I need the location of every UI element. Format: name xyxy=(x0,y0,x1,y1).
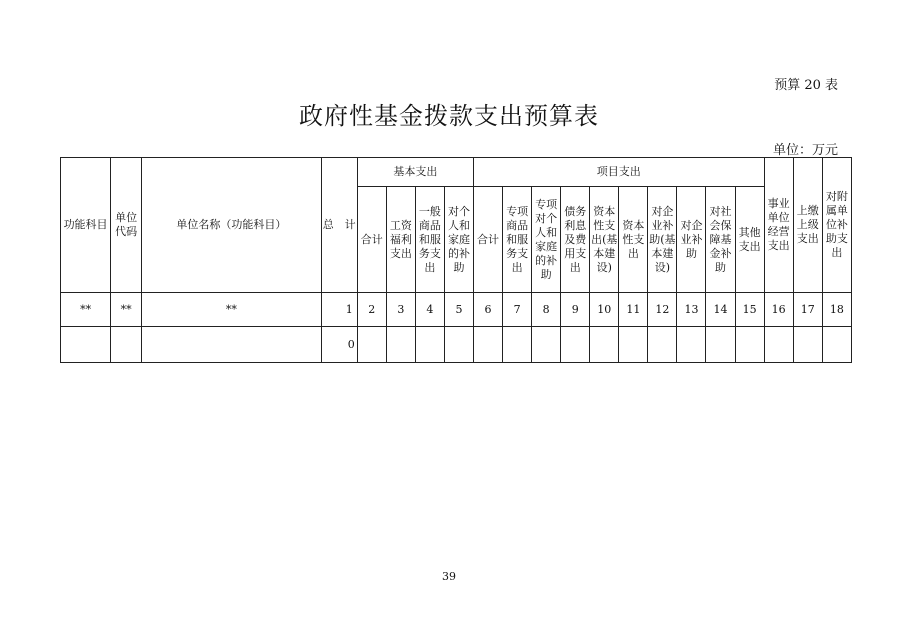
header-project-col: 对企业补助 xyxy=(677,187,706,293)
header-project-col: 对社会保障基金补助 xyxy=(706,187,735,293)
header-business-expense: 事业单位经营支出 xyxy=(764,158,793,293)
header-project-col: 资本性支出(基本建设) xyxy=(590,187,619,293)
header-upper-expense: 上缴上级支出 xyxy=(793,158,822,293)
header-project-col: 合计 xyxy=(473,187,502,293)
header-project-col: 资本性支出 xyxy=(619,187,648,293)
number-cell: 8 xyxy=(532,293,561,327)
total-value: 0 xyxy=(321,327,357,363)
data-cell xyxy=(677,327,706,363)
data-cell xyxy=(386,327,415,363)
number-cell: 12 xyxy=(648,293,677,327)
data-cell xyxy=(793,327,822,363)
header-project-col: 专项商品和服务支出 xyxy=(503,187,532,293)
number-cell: 10 xyxy=(590,293,619,327)
number-cell: 2 xyxy=(357,293,386,327)
number-cell: 16 xyxy=(764,293,793,327)
number-cell: 17 xyxy=(793,293,822,327)
number-cell: ** xyxy=(142,293,321,327)
number-cell: 11 xyxy=(619,293,648,327)
data-cell xyxy=(532,327,561,363)
budget-table xyxy=(60,157,852,363)
header-project-group: 项目支出 xyxy=(473,158,764,187)
data-cell xyxy=(561,327,590,363)
number-cell: ** xyxy=(61,293,111,327)
header-unit-name: 单位名称（功能科目） xyxy=(142,158,321,293)
number-cell: 1 xyxy=(321,293,357,327)
number-cell: 4 xyxy=(415,293,444,327)
page-title: 政府性基金拨款支出预算表 xyxy=(299,102,599,130)
table-row xyxy=(61,327,852,363)
number-cell: 6 xyxy=(473,293,502,327)
number-row xyxy=(61,293,852,327)
header-project-col: 其他支出 xyxy=(735,187,764,293)
header-basic-col: 一般商品和服务支出 xyxy=(415,187,444,293)
header-project-col: 债务利息及费用支出 xyxy=(561,187,590,293)
data-cell xyxy=(648,327,677,363)
number-cell: 5 xyxy=(444,293,473,327)
number-cell: 18 xyxy=(822,293,851,327)
data-cell xyxy=(142,327,321,363)
header-unit-code: 单位代码 xyxy=(111,158,142,293)
data-cell xyxy=(822,327,851,363)
number-cell: 15 xyxy=(735,293,764,327)
header-func-subject: 功能科目 xyxy=(61,158,111,293)
header-project-col: 对企业补助(基本建设) xyxy=(648,187,677,293)
data-cell xyxy=(706,327,735,363)
data-cell xyxy=(415,327,444,363)
number-cell: 7 xyxy=(503,293,532,327)
header-basic-col: 工资福利支出 xyxy=(386,187,415,293)
header-subsidy-expense: 对附属单位补助支出 xyxy=(822,158,851,293)
number-cell: 3 xyxy=(386,293,415,327)
header-basic-col: 对个人和家庭的补助 xyxy=(444,187,473,293)
header-total: 总 计 xyxy=(321,158,357,293)
data-cell xyxy=(444,327,473,363)
number-cell: 14 xyxy=(706,293,735,327)
data-cell xyxy=(735,327,764,363)
header-project-col: 专项对个人和家庭的补助 xyxy=(532,187,561,293)
data-cell xyxy=(503,327,532,363)
data-cell xyxy=(61,327,111,363)
data-cell xyxy=(764,327,793,363)
table-number: 预算 20 表 xyxy=(774,78,838,93)
header-basic-group: 基本支出 xyxy=(357,158,473,187)
data-cell xyxy=(357,327,386,363)
data-cell xyxy=(590,327,619,363)
number-cell: 9 xyxy=(561,293,590,327)
number-cell: ** xyxy=(111,293,142,327)
page-number: 39 xyxy=(442,570,456,583)
header-basic-col: 合计 xyxy=(357,187,386,293)
data-cell xyxy=(473,327,502,363)
data-cell xyxy=(619,327,648,363)
number-cell: 13 xyxy=(677,293,706,327)
unit-label: 单位：万元 xyxy=(772,143,838,158)
data-cell xyxy=(111,327,142,363)
